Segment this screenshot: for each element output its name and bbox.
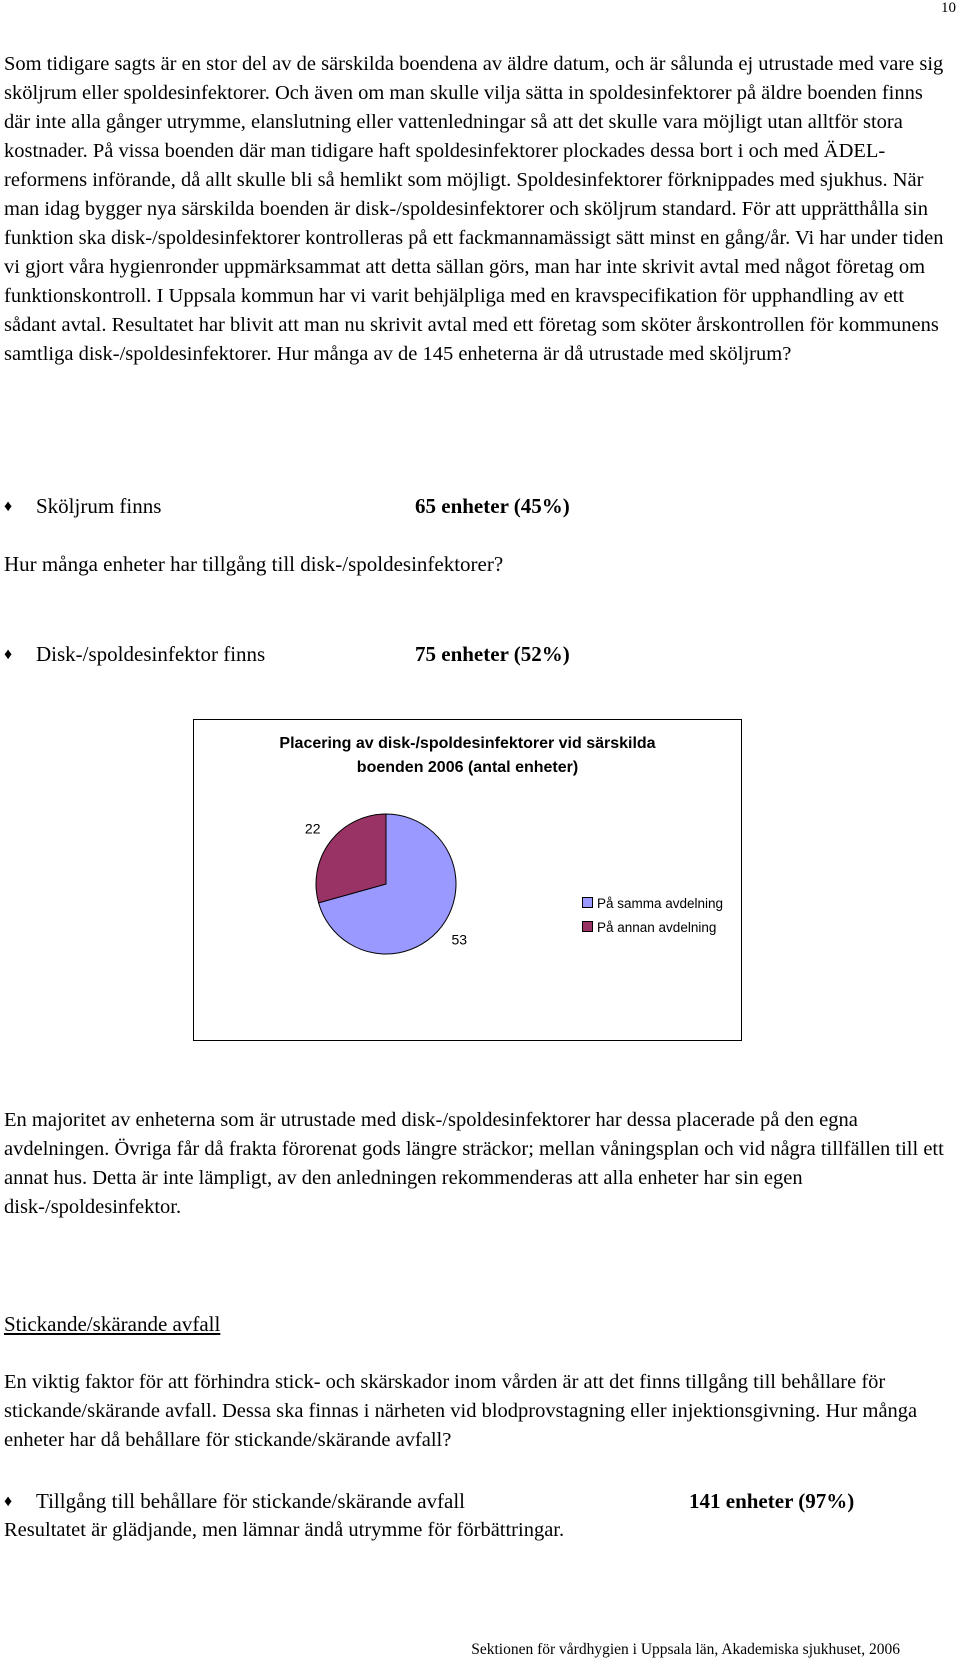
pie-data-label-other: 22 [304, 820, 321, 837]
bullet-behallare [4, 1487, 855, 1516]
bullet-label: Tillgång till behållare för stickande/skärande avfall [36, 1489, 466, 1513]
section-heading: Stickande/skärande avfall [4, 1312, 221, 1336]
sharps-paragraph: En viktig faktor för att förhindra stick- och skärskador inom vården är att det finns tillgång till behållare för stickande/skärande avfall. Dessa ska finnas i närheten vid blodprovstagning eller injektionsgivning. Hur många enheter har då behållare för stickande/skärande avfall? [4, 1371, 918, 1451]
chart-title-line-1: Placering av disk-/spoldesinfektorer vid särskilda [279, 735, 656, 752]
bullet-disk [4, 640, 570, 669]
legend-swatch-other [582, 921, 593, 932]
pie-chart [193, 719, 742, 1041]
question-disk: Hur många enheter har tillgång till disk-/spoldesinfektorer? [4, 552, 504, 576]
chart-title-line-2: boenden 2006 (antal enheter) [356, 759, 579, 776]
legend-label-other: På annan avdelning [597, 920, 717, 935]
diamond-bullet-icon: ♦ [4, 498, 13, 515]
bullet-value: 65 enheter (45%) [415, 494, 570, 518]
majority-paragraph: En majoritet av enheterna som är utrustade med disk-/spoldesinfektorer har dessa placerade på den egna avdelningen. Övriga får då frakta förorenat gods längre sträckor; mellan våningsplan och vid några tillfällen till ett annat hus. Detta är inte lämpligt, av den anledningen rekommenderas att alla enheter har sin egen disk-/spoldesinfektor. [4, 1109, 944, 1218]
bullet-value: 141 enheter (97%) [689, 1489, 855, 1513]
bullet-value: 75 enheter (52%) [415, 642, 570, 666]
pie-data-label-same: 53 [451, 931, 468, 948]
legend-label-same: På samma avdelning [597, 896, 724, 911]
chart-legend [582, 892, 723, 940]
intro-paragraph: Som tidigare sagts är en stor del av de särskilda boendena av äldre datum, och är sålunda ej utrustade med vare sig sköljrum eller spoldesinfektorer. Och även om man skulle vilja sätta in spoldesinfektorer på äldre boenden finns där inte alla gånger utrymme, elanslutning eller vattenledningar så att det skulle vara möjligt utan alltför stora kostnader. På vissa boenden där man tidigare haft spoldesinfektorer plockades dessa bort i och med ÄDEL-reformens införande, då allt skulle bli så hemlikt som möjligt. Spoldesinfektorer förknippades med sjukhus. När man idag bygger nya särskilda boenden är disk-/spoldesinfektorer och sköljrum standard. För att upprätthålla sin funktion ska disk-/spoldesinfektorer kontrolleras på ett fackmannamässigt sätt minst en gång/år. Vi har under tiden vi gjort våra hygienronder uppmärksammat att detta sällan görs, man har inte skrivit avtal med något företag om funktionskontroll. I Uppsala kommun har vi varit behjälpliga med en kravspecifikation för upphandling av ett sådant avtal. Resultatet har blivit att man nu skrivit avtal med ett företag som sköter årskontrollen för kommunens samtliga disk-/spoldesinfektorer. Hur många av de 145 enheterna är då utrustade med sköljrum? [4, 53, 944, 365]
diamond-bullet-icon: ♦ [4, 1493, 13, 1510]
footer-text: Sektionen för vårdhygien i Uppsala län, Akademiska sjukhuset, 2006 [471, 1641, 900, 1658]
sharps-result: Resultatet är glädjande, men lämnar ändå utrymme för förbättringar. [4, 1519, 565, 1541]
legend-item-other [582, 916, 723, 940]
pie-chart-plot [194, 720, 741, 1040]
bullet-label: Disk-/spoldesinfektor finns [36, 642, 266, 666]
diamond-bullet-icon: ♦ [4, 646, 13, 663]
legend-swatch-same [582, 897, 593, 908]
bullet-skoljrum [4, 492, 570, 521]
bullet-label: Sköljrum finns [36, 494, 162, 518]
legend-item-same [582, 892, 723, 916]
page-number: 10 [941, 0, 956, 16]
